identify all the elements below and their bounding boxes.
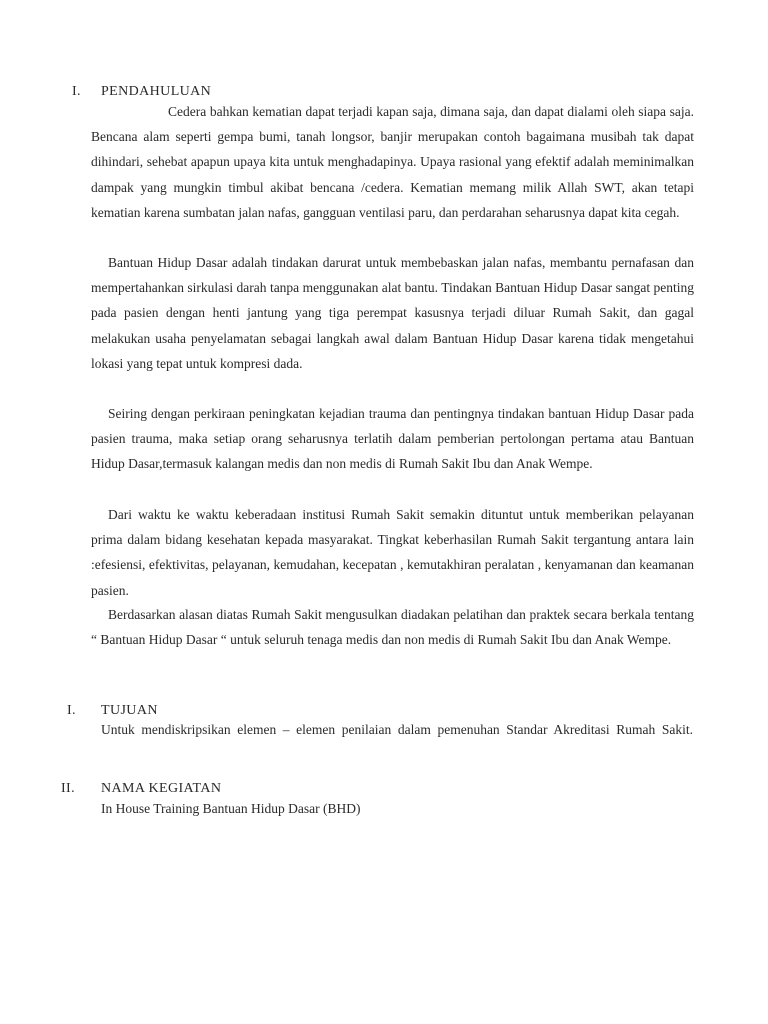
paragraph-3: Seiring dengan perkiraan peningkatan kejadian trauma dan pentingnya tindakan bantuan Hidup Dasar pada pasien trauma, maka setiap orang seharusnya terlatih dalam pemberian pertolongan pertama atau Bantuan Hidup Dasar,termasuk kalangan medis dan non medis di Rumah Sakit Ibu dan Anak Wempe. bbox=[91, 406, 694, 472]
section-number: II. bbox=[61, 781, 76, 796]
section-nama-kegiatan bbox=[0, 779, 768, 799]
section-heading bbox=[0, 701, 768, 721]
paragraph-2: Bantuan Hidup Dasar adalah tindakan darurat untuk membebaskan jalan nafas, membantu pernafasan dan mempertahankan sirkulasi darah tanpa menggunakan alat bantu. Tindakan Bantuan Hidup Dasar sangat penting pada pasien dengan henti jantung yang tiga perempat kasusnya terjadi diluar Rumah Sakit, dan gagal melakukan usaha penyelamatan sebagai langkah awal dalam Bantuan Hidup Dasar karena tidak mengetahui lokasi yang tepat untuk kompresi dada. bbox=[91, 255, 694, 371]
section-number: I. bbox=[72, 84, 81, 99]
paragraph-5: Berdasarkan alasan diatas Rumah Sakit mengusulkan diadakan pelatihan dan praktek secara berkala tentang “ Bantuan Hidup Dasar “ untuk seluruh tenaga medis dan non medis di Rumah Sakit Ibu dan Anak Wempe. bbox=[91, 607, 694, 648]
section-title: PENDAHULUAN bbox=[101, 84, 212, 99]
tujuan-text: Untuk mendiskripsikan elemen – elemen penilaian dalam pemenuhan Standar Akreditasi Rumah Sakit. bbox=[101, 722, 693, 737]
section-heading bbox=[0, 779, 768, 799]
section-title: TUJUAN bbox=[101, 703, 158, 718]
paragraph-1: Cedera bahkan kematian dapat terjadi kapan saja, dimana saja, dan dapat dialami oleh siapa saja. Bencana alam seperti gempa bumi, tanah longsor, banjir merupakan contoh bagaimana musibah tak dapat dihindari, sehebat apapun upaya kita untuk menghadapinya. Upaya rasional yang efektif adalah meminimalkan dampak yang mungkin timbul akibat bencana /cedera. Kematian memang milik Allah SWT, akan tetapi kematian karena sumbatan jalan nafas, gangguan ventilasi paru, dan perdarahan seharusnya dapat kita cegah. bbox=[91, 104, 694, 220]
section-number: I. bbox=[67, 703, 76, 718]
section-title: NAMA KEGIATAN bbox=[101, 781, 222, 796]
nama-kegiatan-text: In House Training Bantuan Hidup Dasar (BHD) bbox=[101, 801, 361, 816]
paragraph-4: Dari waktu ke waktu keberadaan institusi Rumah Sakit semakin dituntut untuk memberikan pelayanan prima dalam bidang kesehatan kepada masyarakat. Tingkat keberhasilan Rumah Sakit tergantung antara lain :efesiensi, efektivitas, pelayanan, kemudahan, kecepatan , kemutakhiran peralatan , kenyamanan dan keamanan pasien. bbox=[91, 507, 694, 598]
section-tujuan bbox=[0, 701, 768, 721]
